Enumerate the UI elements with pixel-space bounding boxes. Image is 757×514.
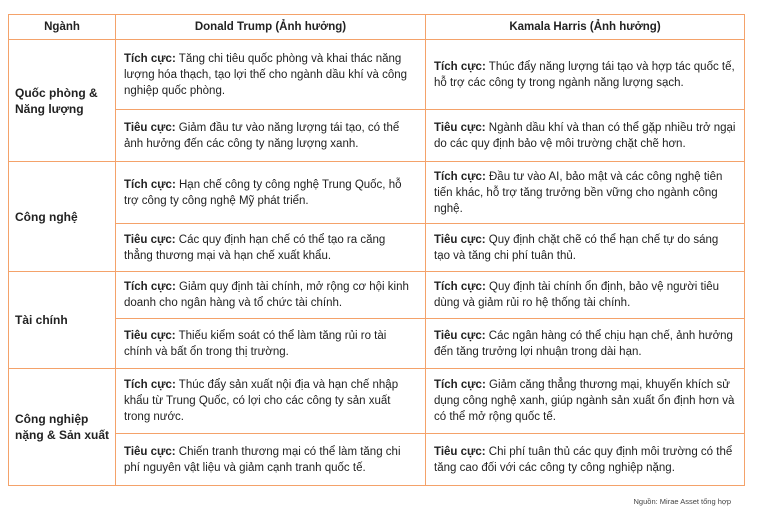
header-sector: Ngành [9, 15, 116, 40]
trump-negative-text: Giảm đầu tư vào năng lượng tái tạo, có thể ảnh hưởng đến các công ty năng lượng xanh. [124, 121, 400, 150]
impact-table [8, 14, 745, 486]
table-row [9, 40, 745, 110]
negative-label: Tiêu cực: [434, 445, 486, 458]
positive-label: Tích cực: [434, 281, 486, 293]
trump-negative-text: Thiếu kiểm soát có thể làm tăng rủi ro tài chính và bất ổn trong thị trường. [124, 329, 387, 358]
harris-negative-text: Ngành dầu khí và than có thể gặp nhiều trở ngại do các quy định bảo vệ môi trường chặt chẽ hơn. [434, 121, 736, 150]
sector-cell: Tài chính [9, 272, 116, 369]
trump-positive-text: Thúc đẩy sản xuất nội địa và hạn chế nhập khẩu từ Trung Quốc, có lợi cho các công ty sản xuất trong nước. [124, 379, 399, 423]
harris-negative-cell [426, 319, 745, 369]
trump-positive-cell [116, 272, 426, 319]
harris-negative-text: Chi phí tuân thủ các quy định môi trường có thể tăng cao đối với các công ty công nghiệp nặng. [434, 445, 733, 474]
trump-positive-cell [116, 40, 426, 110]
positive-label: Tích cực: [434, 379, 486, 391]
harris-negative-cell [426, 110, 745, 162]
harris-positive-text: Thúc đẩy năng lượng tái tạo và hợp tác quốc tế, hỗ trợ các công ty trong ngành năng lượng sạch. [434, 60, 735, 89]
trump-negative-cell [116, 224, 426, 272]
table-row [9, 319, 745, 369]
table-row [9, 224, 745, 272]
table-row [9, 272, 745, 319]
harris-positive-cell [426, 369, 745, 434]
positive-label: Tích cực: [124, 52, 176, 65]
positive-label: Tích cực: [124, 178, 176, 191]
positive-label: Tích cực: [434, 60, 486, 73]
table-row [9, 434, 745, 486]
table-header-row [9, 15, 745, 40]
trump-positive-text: Tăng chi tiêu quốc phòng và khai thác năng lượng hóa thạch, tạo lợi thế cho ngành dầu khí và công nghiệp quốc phòng. [124, 52, 408, 97]
harris-negative-text: Quy định chặt chẽ có thể hạn chế tự do sáng tạo và tăng chi phí tuân thủ. [434, 233, 719, 262]
trump-positive-text: Hạn chế công ty công nghệ Trung Quốc, hỗ trợ công ty công nghệ Mỹ phát triển. [124, 178, 402, 207]
harris-negative-cell [426, 224, 745, 272]
trump-positive-text: Giảm quy định tài chính, mở rộng cơ hội kinh doanh cho ngân hàng và tổ chức tài chính. [124, 281, 409, 309]
trump-negative-cell [116, 434, 426, 486]
negative-label: Tiêu cực: [434, 329, 486, 342]
harris-positive-text: Giảm căng thẳng thương mại, khuyến khích sử dụng công nghệ xanh, giúp ngành sản xuất ổn định hơn và có thể mở rộng quốc tế. [434, 379, 735, 423]
header-harris: Kamala Harris (Ảnh hưởng) [426, 15, 745, 40]
harris-negative-cell [426, 434, 745, 486]
trump-negative-text: Các quy định hạn chế có thể tạo ra căng thẳng thương mại và hạn chế xuất khẩu. [124, 233, 386, 262]
trump-negative-cell [116, 110, 426, 162]
trump-positive-cell [116, 369, 426, 434]
table-row [9, 162, 745, 224]
table-row [9, 369, 745, 434]
positive-label: Tích cực: [124, 281, 176, 293]
sector-cell: Công nghiệp nặng & Sản xuất [9, 369, 116, 486]
trump-positive-cell [116, 162, 426, 224]
positive-label: Tích cực: [124, 379, 176, 391]
negative-label: Tiêu cực: [124, 121, 176, 134]
negative-label: Tiêu cực: [434, 233, 486, 246]
negative-label: Tiêu cực: [434, 121, 486, 134]
harris-positive-cell [426, 162, 745, 224]
negative-label: Tiêu cực: [124, 329, 176, 342]
harris-negative-text: Các ngân hàng có thể chịu hạn chế, ảnh hưởng đến tăng trưởng lợi nhuận trong dài hạn. [434, 329, 733, 358]
harris-positive-text: Quy định tài chính ổn định, bảo vệ người tiêu dùng và giảm rủi ro hệ thống tài chính. [434, 281, 720, 309]
negative-label: Tiêu cực: [124, 445, 176, 458]
trump-negative-text: Chiến tranh thương mại có thể làm tăng chi phí nguyên vật liệu và giảm cạnh tranh quốc tế. [124, 445, 401, 474]
header-trump: Donald Trump (Ảnh hưởng) [116, 15, 426, 40]
source-note: Nguồn: Mirae Asset tổng hợp [633, 497, 731, 506]
trump-negative-cell [116, 319, 426, 369]
sector-cell: Công nghệ [9, 162, 116, 272]
harris-positive-cell [426, 40, 745, 110]
sector-cell: Quốc phòng & Năng lượng [9, 40, 116, 162]
harris-positive-cell [426, 272, 745, 319]
positive-label: Tích cực: [434, 170, 486, 183]
table-row [9, 110, 745, 162]
impact-table-wrapper [8, 14, 744, 486]
negative-label: Tiêu cực: [124, 233, 176, 246]
harris-positive-text: Đầu tư vào AI, bảo mật và các công nghệ tiên tiến khác, hỗ trợ tăng trưởng bền vững cho ngành công nghệ. [434, 170, 723, 215]
